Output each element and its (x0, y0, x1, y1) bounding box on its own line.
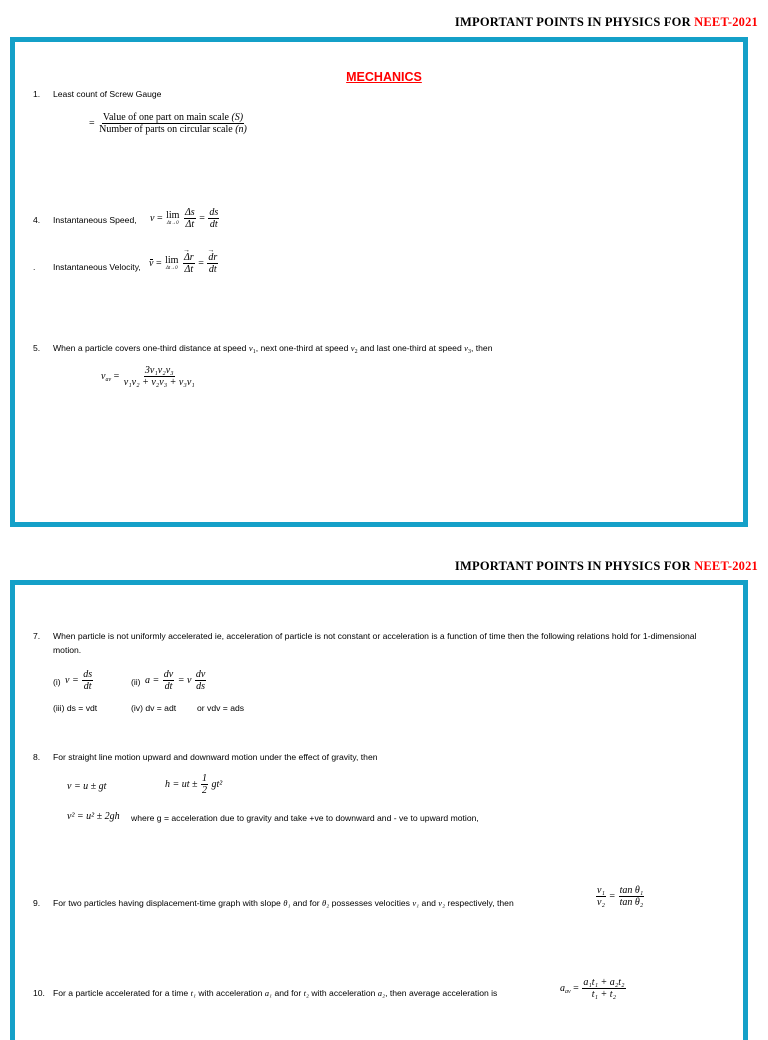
den-r: tan θ₂ (619, 897, 644, 908)
text-d: , then (470, 343, 493, 353)
formula-numerator: Value of one part on main scale (102, 112, 229, 123)
item-1-formula (89, 112, 249, 135)
header-title: IMPORTANT POINTS IN PHYSICS FOR (454, 559, 691, 573)
item-1-number: 1. (33, 89, 41, 99)
text-b: with acceleration (198, 988, 263, 998)
denominator: v₁v₂ + v₂v₃ + v₃v₁ (123, 377, 195, 388)
den-l: v₂ (597, 897, 605, 908)
lhs: v (101, 370, 106, 382)
numerator: 3v₁v₂v₃ (144, 365, 174, 376)
num-r: tan θ₁ (619, 885, 644, 896)
text-a: When a particle covers one-third distance at speed (53, 343, 247, 353)
eq-sign: = (89, 117, 95, 129)
denominator: t₁ + t₂ (591, 989, 617, 1000)
den: dt (83, 681, 92, 692)
item-8-eq3: v² = u² ± 2gh (67, 811, 120, 822)
text-d: with acceleration (311, 988, 376, 998)
text-e: , then average acceleration is (385, 988, 498, 998)
denominator-symbol: (n) (235, 124, 247, 135)
lhs: a = (145, 674, 160, 686)
lim-sub: Δt→0 (166, 221, 179, 226)
lhs: v (149, 257, 154, 269)
num-l: v₁ (597, 885, 605, 896)
item-10-number: 10. (33, 988, 45, 998)
text-b: and for (292, 898, 320, 908)
lhs: v (150, 212, 155, 224)
theta1: θ₁ (283, 898, 291, 908)
numerator: a₁t₁ + a₂t₂ (583, 977, 625, 988)
v3: v (464, 343, 468, 353)
page1-frame (10, 37, 748, 527)
item-7-i-label: (i) (53, 677, 61, 687)
item-5-formula: $v_{av}$ = $\frac{\text{3v₁v₂v₃}}{\text{v₁v₂ + v₂v₃ + v₃v₁}}$ (101, 365, 195, 388)
v1: v (248, 343, 253, 353)
item-7-i-formula (65, 669, 94, 692)
page1-header (0, 15, 758, 30)
text-b: , next one-third at speed (255, 343, 349, 353)
eq2-den: 2 (202, 785, 208, 796)
text-d: and (421, 898, 436, 908)
item-7-line1: When particle is not uniformly accelerated ie, acceleration of particle is not constant or acceleration is a function of time then the following relations hold for 1-dimensional (53, 631, 697, 641)
den2: ds (196, 681, 206, 692)
den1: Δt (185, 219, 195, 230)
text-a: For a particle accelerated for a time (53, 988, 189, 998)
section-title: MECHANICS (346, 70, 422, 84)
item-7-ii-label: (ii) (131, 677, 141, 687)
item-9-number: 9. (33, 898, 41, 908)
lim: lim (166, 210, 180, 221)
item-7-iv: (iv) dv = adt (131, 703, 177, 713)
header-exam: NEET-2021 (694, 559, 758, 573)
item-4b-number: . (33, 262, 36, 272)
item-8-eq1: v = u ± gt (67, 781, 107, 792)
item-4b-formula: v = lim Δt→0 → $\frac{\Delta r}{\Delta t}$ = → $\frac{dr}{dt}$ (149, 252, 219, 275)
eq2-a: h = ut ± (165, 778, 198, 790)
item-7-ii-formula (145, 669, 207, 692)
item-5-text (53, 342, 492, 358)
s1: 1 (252, 349, 256, 355)
lim-sub: Δt→0 (165, 266, 178, 271)
item-5-number: 5. (33, 343, 41, 353)
item-9-text (53, 897, 514, 909)
den1: Δt (184, 264, 194, 275)
item-8-note: where g = acceleration due to gravity and take +ve to downward and - ve to upward motion, (131, 813, 479, 823)
eq: = (156, 212, 163, 224)
item-10-text (53, 987, 497, 999)
num: ds (83, 669, 93, 680)
item-7-line2: motion. (53, 645, 82, 655)
eq2-b: gt² (211, 778, 223, 790)
lhs-sub: av (565, 988, 571, 995)
lim: lim (165, 255, 179, 266)
a1: a₁ (264, 988, 273, 998)
lhs: v = (65, 674, 79, 686)
den2: dt (209, 219, 218, 230)
a2: a₂ (377, 988, 386, 998)
item-7-iii: (iii) ds = vdt (53, 703, 98, 713)
text-c: and for (274, 988, 302, 998)
numerator-symbol: (S) (231, 112, 244, 123)
item-10-formula: $a_{av}$ = $\frac{\text{a₁t₁ + a₂t₂}}{\text{t₁ + t₂}}$ (560, 977, 625, 1000)
page2-header (0, 559, 758, 574)
s3: 3 (467, 349, 471, 355)
num1: → Δr (183, 252, 195, 264)
item-8-text: For straight line motion upward and downward motion under the effect of gravity, then (53, 752, 378, 762)
item-4-text: Instantaneous Speed, (53, 215, 137, 225)
item-1-text: Least count of Screw Gauge (53, 89, 162, 99)
text-c: possesses velocities (331, 898, 410, 908)
item-8-eq2 (165, 773, 222, 796)
v2: v₂ (438, 898, 446, 908)
t2: t₂ (303, 988, 309, 998)
den2: dt (208, 264, 217, 275)
text-c: and last one-third at speed (359, 343, 462, 353)
num1: Δs (184, 207, 195, 218)
num2: dv (195, 669, 206, 680)
formula-denominator: Number of parts on circular scale (99, 124, 233, 135)
item-4-formula: v = lim Δt→0 $\frac{\Delta s}{\Delta t}$ = $\frac{ds}{dt}$ (150, 207, 219, 230)
s2: 2 (354, 349, 358, 355)
eq2-num: 1 (202, 773, 208, 784)
text-e: respectively, then (447, 898, 514, 908)
lhs-sub: av (105, 376, 112, 383)
mid: = v (177, 674, 192, 686)
theta2: θ₂ (322, 898, 330, 908)
num2: → dr (207, 252, 218, 264)
den1: dt (164, 681, 173, 692)
header-exam: NEET-2021 (694, 15, 758, 29)
t1: t₁ (190, 988, 196, 998)
header-title: IMPORTANT POINTS IN PHYSICS FOR (454, 15, 691, 29)
num1: dv (163, 669, 174, 680)
item-7-number: 7. (33, 631, 41, 641)
text-a: For two particles having displacement-time graph with slope (53, 898, 281, 908)
item-4b-text: Instantaneous Velocity, (53, 262, 141, 272)
page2-frame (10, 580, 748, 1040)
v2: v (350, 343, 355, 353)
item-7-or: or vdv = ads (197, 703, 245, 713)
item-9-formula: $\frac{\text{v₁}}{\text{v₂}}$ = $\frac{\text{tan θ₁}}{\text{tan θ₂}}$ (597, 885, 644, 908)
v1: v₁ (412, 898, 420, 908)
lhs: a (560, 982, 565, 994)
item-8-number: 8. (33, 752, 41, 762)
item-4-number: 4. (33, 215, 41, 225)
num2: ds (209, 207, 219, 218)
